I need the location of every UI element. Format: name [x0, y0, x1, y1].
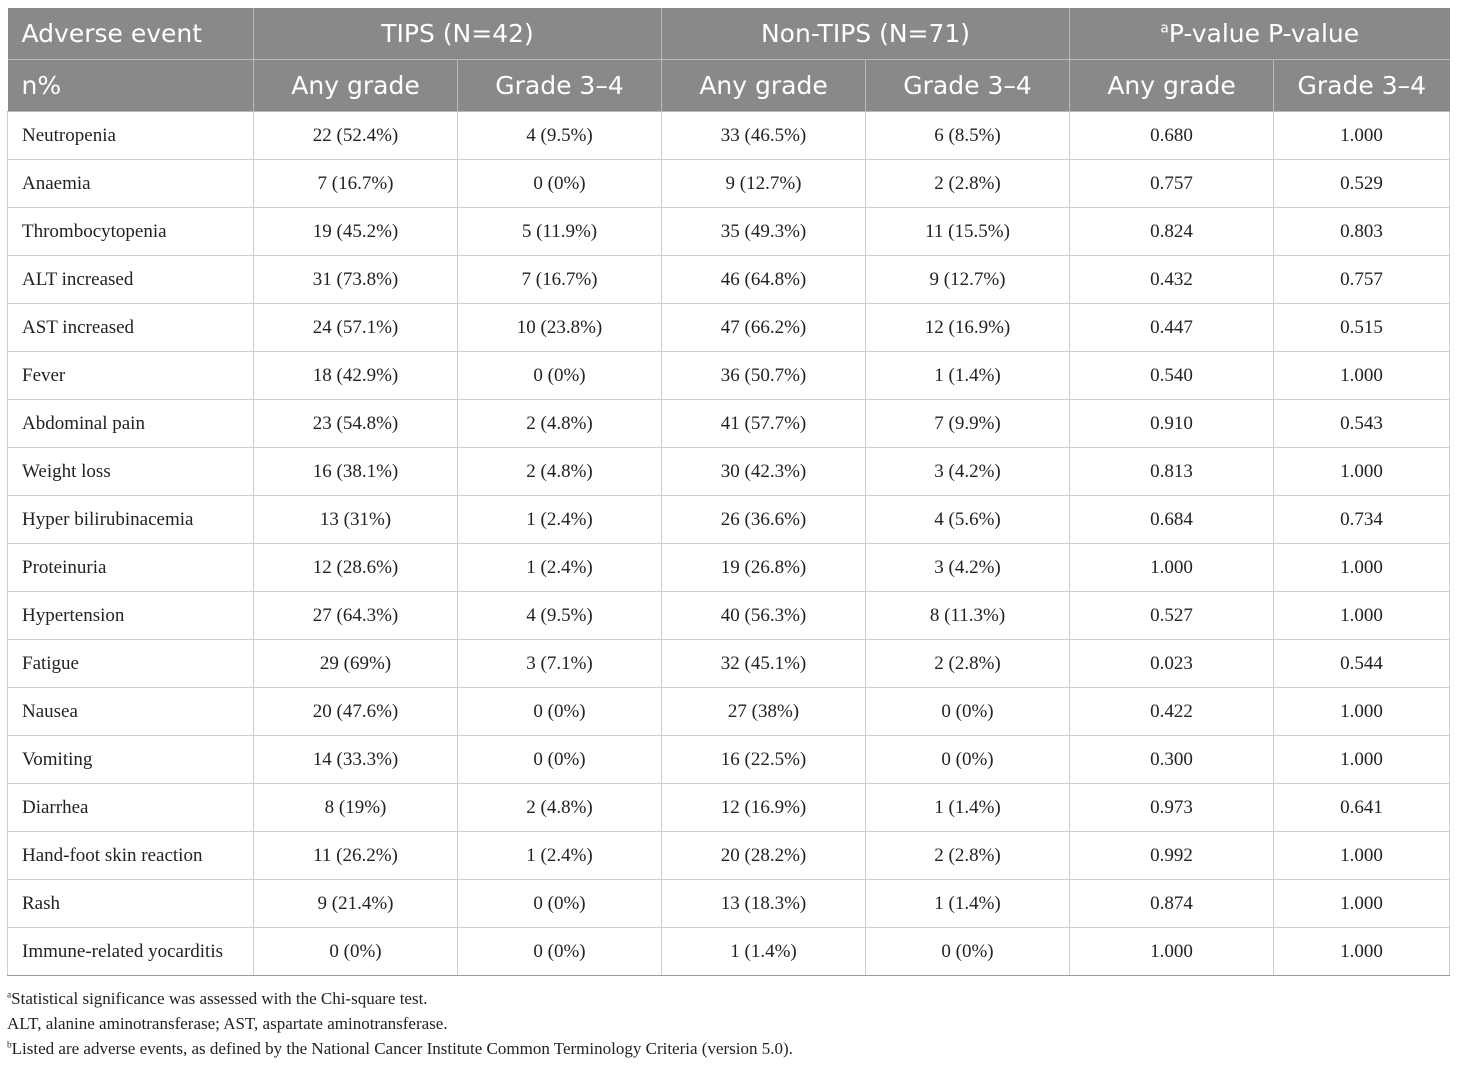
cell-nontips-any-grade: 16 (22.5%) — [662, 736, 866, 784]
table-row — [8, 112, 1450, 160]
cell-tips-grade-3-4: 0 (0%) — [458, 736, 662, 784]
table-row — [8, 160, 1450, 208]
cell-pvalue-grade-3-4: 1.000 — [1274, 688, 1450, 736]
cell-nontips-grade-3-4: 2 (2.8%) — [866, 832, 1070, 880]
header-nontips-any-grade: Any grade — [662, 60, 866, 112]
adverse-events-table-container — [7, 8, 1449, 976]
cell-pvalue-grade-3-4: 1.000 — [1274, 880, 1450, 928]
header-pvalue-any-grade: Any grade — [1070, 60, 1274, 112]
cell-nontips-grade-3-4: 4 (5.6%) — [866, 496, 1070, 544]
footnote-text: Listed are adverse events, as defined by the National Cancer Institute Common Terminology Criteria (version 5.0). — [11, 1039, 793, 1058]
cell-tips-grade-3-4: 1 (2.4%) — [458, 544, 662, 592]
cell-pvalue-grade-3-4: 0.515 — [1274, 304, 1450, 352]
cell-nontips-grade-3-4: 1 (1.4%) — [866, 352, 1070, 400]
cell-adverse-event: Abdominal pain — [8, 400, 254, 448]
table-row — [8, 352, 1450, 400]
table-row — [8, 640, 1450, 688]
footnote — [7, 1011, 1449, 1036]
header-adverse-event: Adverse event — [8, 8, 254, 60]
cell-adverse-event: Immune-related yocarditis — [8, 928, 254, 976]
cell-nontips-grade-3-4: 6 (8.5%) — [866, 112, 1070, 160]
cell-adverse-event: Neutropenia — [8, 112, 254, 160]
table-row — [8, 784, 1450, 832]
table-row — [8, 736, 1450, 784]
table-row — [8, 928, 1450, 976]
cell-nontips-any-grade: 1 (1.4%) — [662, 928, 866, 976]
cell-tips-grade-3-4: 2 (4.8%) — [458, 400, 662, 448]
footnote-text: Statistical significance was assessed with the Chi-square test. — [11, 989, 428, 1008]
cell-tips-any-grade: 24 (57.1%) — [254, 304, 458, 352]
cell-pvalue-any-grade: 0.973 — [1070, 784, 1274, 832]
cell-pvalue-any-grade: 0.300 — [1070, 736, 1274, 784]
cell-nontips-grade-3-4: 3 (4.2%) — [866, 448, 1070, 496]
cell-nontips-grade-3-4: 9 (12.7%) — [866, 256, 1070, 304]
cell-pvalue-any-grade: 0.813 — [1070, 448, 1274, 496]
cell-adverse-event: Hyper bilirubinacemia — [8, 496, 254, 544]
cell-tips-grade-3-4: 2 (4.8%) — [458, 448, 662, 496]
cell-tips-any-grade: 22 (52.4%) — [254, 112, 458, 160]
header-tips-grade-3-4: Grade 3–4 — [458, 60, 662, 112]
cell-nontips-any-grade: 36 (50.7%) — [662, 352, 866, 400]
cell-adverse-event: Fever — [8, 352, 254, 400]
cell-adverse-event: Weight loss — [8, 448, 254, 496]
cell-nontips-grade-3-4: 11 (15.5%) — [866, 208, 1070, 256]
header-row-groups — [8, 8, 1450, 60]
cell-nontips-any-grade: 35 (49.3%) — [662, 208, 866, 256]
cell-pvalue-any-grade: 0.432 — [1070, 256, 1274, 304]
table-row — [8, 304, 1450, 352]
cell-tips-any-grade: 13 (31%) — [254, 496, 458, 544]
cell-tips-any-grade: 16 (38.1%) — [254, 448, 458, 496]
cell-tips-any-grade: 20 (47.6%) — [254, 688, 458, 736]
cell-tips-grade-3-4: 4 (9.5%) — [458, 112, 662, 160]
cell-tips-grade-3-4: 1 (2.4%) — [458, 832, 662, 880]
pvalue-footnote-marker: a — [1160, 20, 1169, 37]
cell-tips-grade-3-4: 2 (4.8%) — [458, 784, 662, 832]
cell-tips-grade-3-4: 0 (0%) — [458, 352, 662, 400]
cell-pvalue-grade-3-4: 0.641 — [1274, 784, 1450, 832]
cell-nontips-any-grade: 33 (46.5%) — [662, 112, 866, 160]
cell-tips-any-grade: 11 (26.2%) — [254, 832, 458, 880]
cell-adverse-event: ALT increased — [8, 256, 254, 304]
header-tips-group: TIPS (N=42) — [254, 8, 662, 60]
cell-pvalue-grade-3-4: 1.000 — [1274, 544, 1450, 592]
cell-pvalue-grade-3-4: 0.734 — [1274, 496, 1450, 544]
header-tips-any-grade: Any grade — [254, 60, 458, 112]
cell-tips-grade-3-4: 3 (7.1%) — [458, 640, 662, 688]
cell-tips-any-grade: 9 (21.4%) — [254, 880, 458, 928]
cell-tips-grade-3-4: 0 (0%) — [458, 928, 662, 976]
cell-nontips-grade-3-4: 7 (9.9%) — [866, 400, 1070, 448]
cell-nontips-grade-3-4: 3 (4.2%) — [866, 544, 1070, 592]
cell-pvalue-any-grade: 0.422 — [1070, 688, 1274, 736]
cell-pvalue-grade-3-4: 0.529 — [1274, 160, 1450, 208]
cell-nontips-grade-3-4: 2 (2.8%) — [866, 640, 1070, 688]
cell-adverse-event: Vomiting — [8, 736, 254, 784]
cell-pvalue-any-grade: 0.680 — [1070, 112, 1274, 160]
cell-pvalue-any-grade: 0.757 — [1070, 160, 1274, 208]
cell-tips-any-grade: 23 (54.8%) — [254, 400, 458, 448]
cell-adverse-event: Proteinuria — [8, 544, 254, 592]
table-row — [8, 688, 1450, 736]
cell-nontips-any-grade: 41 (57.7%) — [662, 400, 866, 448]
cell-tips-any-grade: 18 (42.9%) — [254, 352, 458, 400]
table-footnotes — [7, 986, 1449, 1061]
header-row-subcolumns — [8, 60, 1450, 112]
cell-nontips-grade-3-4: 8 (11.3%) — [866, 592, 1070, 640]
cell-pvalue-grade-3-4: 1.000 — [1274, 928, 1450, 976]
cell-nontips-grade-3-4: 0 (0%) — [866, 928, 1070, 976]
cell-tips-grade-3-4: 0 (0%) — [458, 688, 662, 736]
cell-nontips-any-grade: 26 (36.6%) — [662, 496, 866, 544]
cell-tips-any-grade: 31 (73.8%) — [254, 256, 458, 304]
cell-tips-grade-3-4: 0 (0%) — [458, 880, 662, 928]
footnote — [7, 986, 1449, 1011]
cell-tips-any-grade: 12 (28.6%) — [254, 544, 458, 592]
cell-adverse-event: Hand-foot skin reaction — [8, 832, 254, 880]
table-row — [8, 832, 1450, 880]
cell-nontips-grade-3-4: 0 (0%) — [866, 736, 1070, 784]
cell-nontips-any-grade: 13 (18.3%) — [662, 880, 866, 928]
header-pvalue-grade-3-4: Grade 3–4 — [1274, 60, 1450, 112]
footnote — [7, 1036, 1449, 1061]
cell-adverse-event: Rash — [8, 880, 254, 928]
cell-pvalue-any-grade: 0.910 — [1070, 400, 1274, 448]
cell-tips-grade-3-4: 5 (11.9%) — [458, 208, 662, 256]
cell-pvalue-grade-3-4: 0.544 — [1274, 640, 1450, 688]
cell-tips-any-grade: 7 (16.7%) — [254, 160, 458, 208]
cell-nontips-grade-3-4: 1 (1.4%) — [866, 784, 1070, 832]
cell-nontips-any-grade: 12 (16.9%) — [662, 784, 866, 832]
cell-nontips-any-grade: 20 (28.2%) — [662, 832, 866, 880]
table-row — [8, 208, 1450, 256]
cell-nontips-any-grade: 40 (56.3%) — [662, 592, 866, 640]
cell-nontips-grade-3-4: 2 (2.8%) — [866, 160, 1070, 208]
cell-nontips-grade-3-4: 12 (16.9%) — [866, 304, 1070, 352]
cell-tips-grade-3-4: 10 (23.8%) — [458, 304, 662, 352]
cell-tips-grade-3-4: 7 (16.7%) — [458, 256, 662, 304]
cell-tips-any-grade: 14 (33.3%) — [254, 736, 458, 784]
table-row — [8, 880, 1450, 928]
cell-pvalue-any-grade: 0.447 — [1070, 304, 1274, 352]
cell-nontips-grade-3-4: 0 (0%) — [866, 688, 1070, 736]
table-row — [8, 448, 1450, 496]
cell-pvalue-any-grade: 0.023 — [1070, 640, 1274, 688]
cell-tips-grade-3-4: 1 (2.4%) — [458, 496, 662, 544]
cell-nontips-any-grade: 32 (45.1%) — [662, 640, 866, 688]
footnote-marker: a — [7, 990, 12, 1001]
cell-adverse-event: AST increased — [8, 304, 254, 352]
cell-nontips-any-grade: 19 (26.8%) — [662, 544, 866, 592]
header-pvalue-group — [1070, 8, 1450, 60]
cell-pvalue-any-grade: 0.874 — [1070, 880, 1274, 928]
cell-tips-any-grade: 0 (0%) — [254, 928, 458, 976]
cell-pvalue-grade-3-4: 1.000 — [1274, 832, 1450, 880]
cell-pvalue-grade-3-4: 1.000 — [1274, 592, 1450, 640]
table-header — [8, 8, 1450, 112]
cell-pvalue-grade-3-4: 0.803 — [1274, 208, 1450, 256]
pvalue-label: P-value P-value — [1168, 19, 1360, 48]
cell-nontips-any-grade: 46 (64.8%) — [662, 256, 866, 304]
table-row — [8, 592, 1450, 640]
footnote-marker: b — [7, 1040, 12, 1051]
cell-tips-grade-3-4: 0 (0%) — [458, 160, 662, 208]
cell-pvalue-any-grade: 1.000 — [1070, 928, 1274, 976]
footnote-text: ALT, alanine aminotransferase; AST, aspartate aminotransferase. — [7, 1014, 448, 1033]
cell-tips-any-grade: 19 (45.2%) — [254, 208, 458, 256]
cell-pvalue-grade-3-4: 1.000 — [1274, 448, 1450, 496]
cell-pvalue-any-grade: 0.540 — [1070, 352, 1274, 400]
cell-pvalue-grade-3-4: 1.000 — [1274, 736, 1450, 784]
header-nontips-group: Non-TIPS (N=71) — [662, 8, 1070, 60]
header-unit: n% — [8, 60, 254, 112]
cell-nontips-grade-3-4: 1 (1.4%) — [866, 880, 1070, 928]
cell-adverse-event: Anaemia — [8, 160, 254, 208]
cell-pvalue-grade-3-4: 1.000 — [1274, 112, 1450, 160]
cell-pvalue-grade-3-4: 1.000 — [1274, 352, 1450, 400]
table-row — [8, 544, 1450, 592]
cell-nontips-any-grade: 47 (66.2%) — [662, 304, 866, 352]
cell-tips-grade-3-4: 4 (9.5%) — [458, 592, 662, 640]
cell-tips-any-grade: 27 (64.3%) — [254, 592, 458, 640]
cell-nontips-any-grade: 30 (42.3%) — [662, 448, 866, 496]
cell-adverse-event: Hypertension — [8, 592, 254, 640]
header-nontips-grade-3-4: Grade 3–4 — [866, 60, 1070, 112]
table-body — [8, 112, 1450, 976]
cell-nontips-any-grade: 9 (12.7%) — [662, 160, 866, 208]
cell-pvalue-grade-3-4: 0.543 — [1274, 400, 1450, 448]
cell-pvalue-grade-3-4: 0.757 — [1274, 256, 1450, 304]
cell-tips-any-grade: 8 (19%) — [254, 784, 458, 832]
cell-nontips-any-grade: 27 (38%) — [662, 688, 866, 736]
cell-pvalue-any-grade: 0.684 — [1070, 496, 1274, 544]
adverse-events-table — [7, 8, 1450, 976]
cell-pvalue-any-grade: 1.000 — [1070, 544, 1274, 592]
table-row — [8, 496, 1450, 544]
cell-pvalue-any-grade: 0.992 — [1070, 832, 1274, 880]
cell-adverse-event: Diarrhea — [8, 784, 254, 832]
table-row — [8, 256, 1450, 304]
cell-tips-any-grade: 29 (69%) — [254, 640, 458, 688]
cell-pvalue-any-grade: 0.527 — [1070, 592, 1274, 640]
table-row — [8, 400, 1450, 448]
cell-adverse-event: Thrombocytopenia — [8, 208, 254, 256]
cell-pvalue-any-grade: 0.824 — [1070, 208, 1274, 256]
cell-adverse-event: Fatigue — [8, 640, 254, 688]
cell-adverse-event: Nausea — [8, 688, 254, 736]
